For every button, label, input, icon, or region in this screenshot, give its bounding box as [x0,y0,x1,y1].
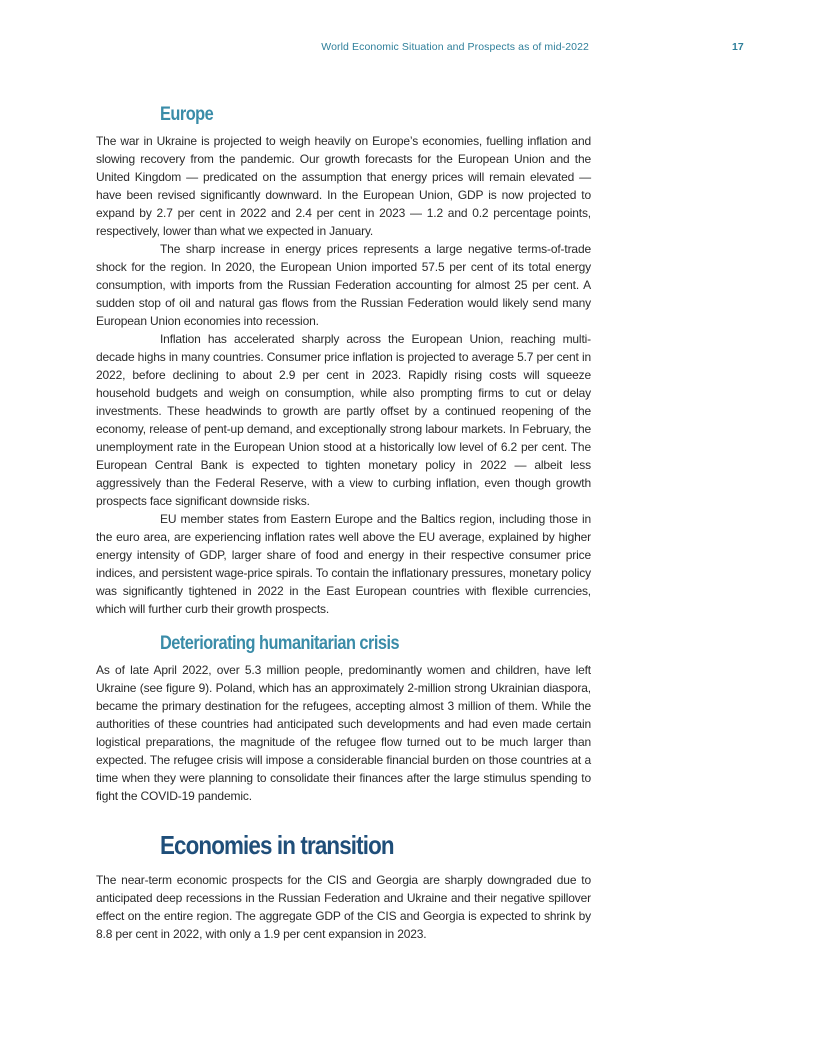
paragraph: The sharp increase in energy prices represents a large negative terms-of-trade shock for the region. In 2020, the European Union imported 57.5 per cent of its total energy consumption, with imports from the Russian Federation accounting for almost 25 per cent. A sudden stop of oil and natural gas flows from the Russian Federation would likely send many European Union economies into recession. [96,242,591,328]
paragraph: The near-term economic prospects for the CIS and Georgia are sharply downgraded due to anticipated deep recessions in the Russian Federation and Ukraine and their negative spillover effect on the entire region. The aggregate GDP of the CIS and Georgia is expected to shrink by 8.8 per cent in 2022, with only a 1.9 per cent expansion in 2023. [96,873,591,941]
running-title: World Economic Situation and Prospects as of mid-2022 [321,41,589,53]
paragraph: Inflation has accelerated sharply across the European Union, reaching multi-decade highs in many countries. Consumer price inflation is projected to average 5.7 per cent in 2022, before declining to about 2.9 per cent in 2023. Rapidly rising costs will squeeze household budgets and weigh on consumption, while also prompting firms to cut or delay investments. These headwinds to growth are partly offset by a continued reopening of the economy, release of pent-up demand, and exceptionally strong labour markets. In February, the unemployment rate in the European Union stood at a historically low level of 6.2 per cent. The European Central Bank is expected to tighten monetary policy in 2022 — albeit less aggressively than the Federal Reserve, with a view to curbing inflation, even though growth prospects face significant downside risks. [96,332,591,508]
section-heading-transition: Economies in transition [160,830,394,860]
section-heading-humanitarian: Deteriorating humanitarian crisis [160,633,400,654]
page-body [96,103,591,943]
section-heading-europe: Europe [160,104,214,125]
paragraph: The war in Ukraine is projected to weigh heavily on Europe’s economies, fuelling inflation and slowing recovery from the pandemic. Our growth forecasts for the European Union and the United Kingdom — predicated on the assumption that energy prices will remain elevated — have been revised significantly downward. In the European Union, GDP is now projected to expand by 2.7 per cent in 2022 and 2.4 per cent in 2023 — 1.2 and 0.2 percentage points, respectively, lower than what we expected in January. [96,134,591,238]
section-economies-in-transition [96,829,591,943]
running-header [0,41,816,57]
section-humanitarian-crisis [96,632,591,805]
paragraph: EU member states from Eastern Europe and the Baltics region, including those in the euro area, are experiencing inflation rates well above the EU average, explained by higher energy intensity of GDP, larger share of food and energy in their respective consumer price indices, and persistent wage-price spirals. To contain the inflationary pressures, monetary policy was significantly tightened in 2022 in the East European countries with flexible currencies, which will further curb their growth prospects. [96,512,591,616]
spacer [96,805,591,829]
paragraph: As of late April 2022, over 5.3 million people, predominantly women and children, have left Ukraine (see figure 9). Poland, which has an approximately 2-million strong Ukrainian diaspora, became the primary destination for the refugees, accepting almost 3 million of them. While the authorities of these countries had anticipated such developments and had even made certain logistical preparations, the magnitude of the refugee flow turned out to be much larger than expected. The refugee crisis will impose a considerable financial burden on those countries at a time when they were planning to consolidate their finances after the large stimulus spending to fight the COVID-19 pandemic. [96,663,591,803]
spacer [96,618,591,632]
section-europe [96,103,591,618]
page-number: 17 [732,41,744,53]
